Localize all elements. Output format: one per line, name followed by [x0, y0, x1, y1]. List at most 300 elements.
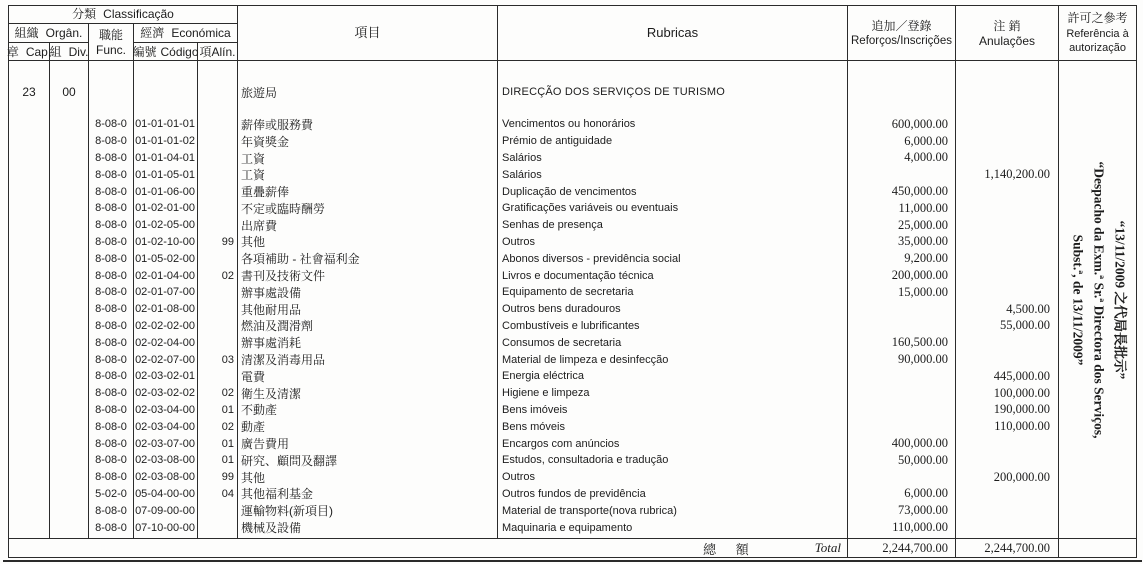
cell-codigo: 02-03-04-00 — [134, 402, 198, 419]
table-row — [9, 200, 1059, 217]
cell-funcional: 8-08-0 — [89, 318, 134, 335]
cell-anulacao — [956, 234, 1059, 251]
cell-alinea — [198, 284, 238, 301]
cell-funcional: 8-08-0 — [89, 284, 134, 301]
alinea-zh: 項 — [199, 44, 212, 59]
cell-rubrica: DIRECÇÃO DOS SERVIÇOS DE TURISMO — [498, 83, 848, 101]
cell-item: 其他 — [238, 469, 498, 486]
col-header-capitulo — [6, 43, 52, 61]
cell-item: 燃油及潤滑劑 — [238, 318, 498, 335]
cell-rubrica: Encargos com anúncios — [498, 435, 848, 452]
table-row — [9, 435, 1059, 452]
col-header-economica — [134, 24, 238, 43]
cell-reforco: 450,000.00 — [848, 183, 956, 200]
cell-divisao — [50, 385, 89, 402]
cell-codigo: 07-10-00-00 — [134, 519, 198, 536]
cell-anulacao: 55,000.00 — [956, 318, 1059, 335]
cell-divisao — [50, 469, 89, 486]
cell-anulacao — [956, 284, 1059, 301]
table-row — [9, 368, 1059, 385]
cell-reforco — [848, 469, 956, 486]
cell-reforco: 200,000.00 — [848, 267, 956, 284]
cell-funcional: 8-08-0 — [89, 402, 134, 419]
organica-pt: Orgân. — [45, 25, 83, 40]
cell-reforco: 11,000.00 — [848, 200, 956, 217]
cell-funcional: 8-08-0 — [89, 418, 134, 435]
cell-alinea — [198, 519, 238, 536]
cell-anulacao — [956, 486, 1059, 503]
cell-divisao — [50, 217, 89, 234]
cell-funcional: 8-08-0 — [89, 368, 134, 385]
cell-rubrica: Vencimentos ou honorários — [498, 116, 848, 133]
cell-item: 工資 — [238, 150, 498, 167]
cell-reforco — [848, 318, 956, 335]
cell-reforco: 50,000.00 — [848, 452, 956, 469]
cell-codigo: 05-04-00-00 — [134, 486, 198, 503]
budget-table — [8, 5, 1137, 558]
cell-reforco — [848, 402, 956, 419]
cell-rubrica: Estudos, consultadoria e tradução — [498, 452, 848, 469]
cell-divisao — [50, 418, 89, 435]
cell-divisao — [50, 284, 89, 301]
cell-rubrica: Outros — [498, 234, 848, 251]
cell-funcional: 8-08-0 — [89, 234, 134, 251]
cell-capitulo — [9, 301, 50, 318]
cell-funcional: 8-08-0 — [89, 435, 134, 452]
cell-codigo: 07-09-00-00 — [134, 502, 198, 519]
cell-capitulo — [9, 133, 50, 150]
col-header-reforcos — [848, 6, 956, 61]
cell-funcional: 8-08-0 — [89, 183, 134, 200]
total-pt: Total — [814, 540, 841, 555]
cell-rubrica: Equipamento de secretaria — [498, 284, 848, 301]
cell-codigo: 01-02-10-00 — [134, 234, 198, 251]
cell-anulacao — [956, 435, 1059, 452]
cell-anulacao: 1,140,200.00 — [956, 166, 1059, 183]
cell-reforco: 400,000.00 — [848, 435, 956, 452]
table-row — [9, 318, 1059, 335]
total-autorizacao-cell — [1059, 539, 1136, 557]
autorizacao-zh: 許可之參考 — [1067, 11, 1128, 26]
cell-alinea: 01 — [198, 402, 238, 419]
cell-item: 年資獎金 — [238, 133, 498, 150]
cell-funcional: 8-08-0 — [89, 150, 134, 167]
table-row — [9, 250, 1059, 267]
col-header-divisao — [50, 43, 89, 61]
cell-divisao — [50, 519, 89, 536]
cell-capitulo — [9, 351, 50, 368]
cell-capitulo: 23 — [9, 83, 50, 101]
cell-alinea: 04 — [198, 486, 238, 503]
cell-reforco: 35,000.00 — [848, 234, 956, 251]
cell-item: 其他耐用品 — [238, 301, 498, 318]
funcional-pt: Func. — [95, 42, 126, 57]
cell-item: 不定或臨時酬勞 — [238, 200, 498, 217]
cell-anulacao — [956, 351, 1059, 368]
table-row — [9, 351, 1059, 368]
divisao-zh: 組 — [49, 44, 62, 59]
cell-rubrica: Bens móveis — [498, 418, 848, 435]
cell-item: 動產 — [238, 418, 498, 435]
cell-divisao — [50, 116, 89, 133]
cell-item: 工資 — [238, 166, 498, 183]
cell-funcional: 8-08-0 — [89, 334, 134, 351]
cell-anulacao: 100,000.00 — [956, 385, 1059, 402]
cell-rubrica: Outros — [498, 469, 848, 486]
total-anulacoes: 2,244,700.00 — [956, 539, 1059, 557]
cell-rubrica: Livros e documentação técnica — [498, 267, 848, 284]
cell-reforco: 6,000.00 — [848, 133, 956, 150]
table-row — [9, 284, 1059, 301]
cell-reforco — [848, 301, 956, 318]
cell-divisao — [50, 200, 89, 217]
table-row — [9, 502, 1059, 519]
cell-anulacao — [956, 502, 1059, 519]
organica-zh: 組織 — [14, 25, 39, 40]
table-row — [9, 150, 1059, 167]
cell-divisao — [50, 301, 89, 318]
cell-funcional: 8-08-0 — [89, 116, 134, 133]
table-row — [9, 469, 1059, 486]
table-row — [9, 183, 1059, 200]
cell-divisao — [50, 166, 89, 183]
divisao-pt: Div. — [68, 44, 89, 59]
cell-codigo: 02-03-04-00 — [134, 418, 198, 435]
spacer-row — [9, 61, 1059, 83]
cell-rubrica: Combustíveis e lubrificantes — [498, 318, 848, 335]
cell-rubrica: Senhas de presença — [498, 217, 848, 234]
table-row — [9, 301, 1059, 318]
cell-item: 廣告費用 — [238, 435, 498, 452]
cell-item: 不動產 — [238, 402, 498, 419]
capitulo-zh: 章 — [6, 44, 19, 59]
cell-funcional: 5-02-0 — [89, 486, 134, 503]
cell-divisao — [50, 318, 89, 335]
cell-funcional: 8-08-0 — [89, 385, 134, 402]
cell-alinea: 99 — [198, 469, 238, 486]
cell-anulacao — [956, 133, 1059, 150]
cell-divisao — [50, 368, 89, 385]
cell-item: 重疊薪俸 — [238, 183, 498, 200]
cell-divisao: 00 — [50, 83, 89, 101]
cell-rubrica: Bens imóveis — [498, 402, 848, 419]
anulacoes-zh: 注 銷 — [993, 18, 1021, 33]
table-row — [9, 385, 1059, 402]
cell-codigo: 02-02-02-00 — [134, 318, 198, 335]
authorization-line-3: Subst.ª, de 13/11/2009” — [1070, 234, 1086, 365]
cell-capitulo — [9, 486, 50, 503]
col-header-item — [238, 6, 498, 61]
funcional-zh: 職能 — [98, 27, 123, 42]
cell-alinea: 03 — [198, 351, 238, 368]
codigo-zh: 編號 — [132, 44, 157, 59]
cell-capitulo — [9, 334, 50, 351]
cell-codigo: 02-01-07-00 — [134, 284, 198, 301]
cell-rubrica: Material de transporte(nova rubrica) — [498, 502, 848, 519]
total-reforcos: 2,244,700.00 — [848, 539, 956, 557]
cell-reforco — [848, 385, 956, 402]
col-header-funcional — [89, 24, 134, 61]
cell-alinea: 02 — [198, 385, 238, 402]
cell-codigo: 02-03-02-01 — [134, 368, 198, 385]
cell-funcional: 8-08-0 — [89, 469, 134, 486]
col-header-alinea — [198, 43, 238, 61]
cell-anulacao: 190,000.00 — [956, 402, 1059, 419]
cell-alinea: 01 — [198, 452, 238, 469]
cell-divisao — [50, 435, 89, 452]
organization-row — [9, 83, 1059, 101]
authorization-line-1: “13/11/2009 之代局長批示” — [1111, 220, 1127, 379]
cell-capitulo — [9, 385, 50, 402]
codigo-pt: Código — [160, 44, 199, 59]
cell-alinea — [198, 133, 238, 150]
col-header-codigo — [134, 43, 198, 61]
cell-rubrica: Duplicação de vencimentos — [498, 183, 848, 200]
cell-capitulo — [9, 502, 50, 519]
cell-divisao — [50, 334, 89, 351]
cell-capitulo — [9, 318, 50, 335]
cell-rubrica: Abonos diversos - previdência social — [498, 250, 848, 267]
table-header — [6, 6, 1136, 61]
cell-capitulo — [9, 166, 50, 183]
cell-alinea — [198, 318, 238, 335]
cell-divisao — [50, 452, 89, 469]
cell-reforco: 6,000.00 — [848, 486, 956, 503]
cell-capitulo — [9, 116, 50, 133]
cell-alinea — [198, 368, 238, 385]
cell-alinea — [198, 217, 238, 234]
cell-anulacao — [956, 267, 1059, 284]
table-row — [9, 217, 1059, 234]
cell-anulacao: 4,500.00 — [956, 301, 1059, 318]
cell-divisao — [50, 486, 89, 503]
cell-item: 其他福利基金 — [238, 486, 498, 503]
reforcos-pt: Reforços/Inscrições — [851, 34, 952, 47]
cell-alinea — [198, 301, 238, 318]
cell-codigo: 01-02-05-00 — [134, 217, 198, 234]
cell-funcional: 8-08-0 — [89, 452, 134, 469]
cell-anulacao — [956, 116, 1059, 133]
cell-capitulo — [9, 234, 50, 251]
table-row — [9, 234, 1059, 251]
cell-funcional: 8-08-0 — [89, 200, 134, 217]
cell-anulacao — [956, 200, 1059, 217]
cell-reforco: 90,000.00 — [848, 351, 956, 368]
col-header-organica — [9, 24, 89, 43]
cell-reforco: 73,000.00 — [848, 502, 956, 519]
capitulo-pt: Cap. — [25, 44, 52, 59]
cell-anulacao — [956, 183, 1059, 200]
cell-capitulo — [9, 519, 50, 536]
cell-alinea — [198, 150, 238, 167]
cell-alinea — [198, 250, 238, 267]
cell-capitulo — [9, 200, 50, 217]
cell-capitulo — [9, 250, 50, 267]
cell-anulacao — [956, 334, 1059, 351]
cell-alinea: 02 — [198, 267, 238, 284]
cell-anulacao: 445,000.00 — [956, 368, 1059, 385]
cell-funcional: 8-08-0 — [89, 217, 134, 234]
col-header-rubricas — [498, 6, 848, 61]
cell-rubrica: Outros bens duradouros — [498, 301, 848, 318]
table-row — [9, 267, 1059, 284]
col-header-anulacoes — [956, 6, 1059, 61]
cell-item: 辦事處消耗 — [238, 334, 498, 351]
reforcos-zh: 追加／登錄 — [871, 18, 932, 33]
rubricas-label: Rubricas — [646, 25, 699, 41]
cell-codigo: 01-01-01-02 — [134, 133, 198, 150]
cell-item: 機械及設備 — [238, 519, 498, 536]
cell-divisao — [50, 183, 89, 200]
cell-codigo: 01-01-05-01 — [134, 166, 198, 183]
cell-capitulo — [9, 217, 50, 234]
cell-codigo: 01-01-01-01 — [134, 116, 198, 133]
cell-funcional: 8-08-0 — [89, 519, 134, 536]
total-zh: 總 額 — [703, 541, 749, 557]
table-row — [9, 116, 1059, 133]
cell-alinea: 01 — [198, 435, 238, 452]
cell-item: 研究、顧問及翻譯 — [238, 452, 498, 469]
cell-rubrica: Higiene e limpeza — [498, 385, 848, 402]
cell-rubrica: Consumos de secretaria — [498, 334, 848, 351]
table-row — [9, 519, 1059, 536]
cell-codigo: 02-03-08-00 — [134, 469, 198, 486]
cell-anulacao: 110,000.00 — [956, 418, 1059, 435]
col-header-classificacao — [9, 6, 238, 24]
spacer-row — [9, 101, 1059, 116]
cell-funcional: 8-08-0 — [89, 502, 134, 519]
cell-reforco — [848, 418, 956, 435]
table-row — [9, 418, 1059, 435]
cell-rubrica: Energia eléctrica — [498, 368, 848, 385]
cell-item: 清潔及消毒用品 — [238, 351, 498, 368]
cell-alinea — [198, 166, 238, 183]
cell-divisao — [50, 502, 89, 519]
table-row — [9, 402, 1059, 419]
cell-codigo: 02-01-08-00 — [134, 301, 198, 318]
table-row — [9, 133, 1059, 150]
cell-funcional: 8-08-0 — [89, 166, 134, 183]
cell-rubrica: Material de limpeza e desinfecção — [498, 351, 848, 368]
cell-funcional: 8-08-0 — [89, 267, 134, 284]
classificacao-pt: Classificação — [103, 7, 174, 21]
cell-capitulo — [9, 284, 50, 301]
table-row — [9, 452, 1059, 469]
cell-anulacao — [956, 217, 1059, 234]
cell-funcional: 8-08-0 — [89, 301, 134, 318]
cell-alinea — [198, 200, 238, 217]
cell-capitulo — [9, 435, 50, 452]
cell-divisao — [50, 351, 89, 368]
cell-funcional: 8-08-0 — [89, 250, 134, 267]
economica-pt: Económica — [171, 25, 231, 40]
cell-divisao — [50, 402, 89, 419]
cell-alinea — [198, 183, 238, 200]
item-label: 項目 — [354, 25, 381, 41]
cell-divisao — [50, 133, 89, 150]
cell-codigo: 01-01-04-01 — [134, 150, 198, 167]
cell-alinea: 02 — [198, 418, 238, 435]
autorizacao-pt2: autorização — [1069, 42, 1126, 55]
cell-codigo: 01-01-06-00 — [134, 183, 198, 200]
total-label-cell — [9, 539, 848, 557]
cell-item: 運輸物料(新項目) — [238, 502, 498, 519]
cell-divisao — [50, 250, 89, 267]
cell-anulacao — [956, 519, 1059, 536]
cell-reforco: 600,000.00 — [848, 116, 956, 133]
cell-alinea — [198, 116, 238, 133]
cell-codigo: 02-03-07-00 — [134, 435, 198, 452]
alinea-pt: Alín. — [211, 44, 236, 59]
cell-codigo: 02-02-07-00 — [134, 351, 198, 368]
cell-capitulo — [9, 183, 50, 200]
cell-capitulo — [9, 469, 50, 486]
cell-reforco: 9,200.00 — [848, 250, 956, 267]
cell-capitulo — [9, 150, 50, 167]
autorizacao-pt1: Referência à — [1066, 28, 1129, 40]
authorization-text — [1066, 70, 1129, 530]
cell-reforco: 160,500.00 — [848, 334, 956, 351]
cell-codigo: 02-01-04-00 — [134, 267, 198, 284]
cell-codigo: 02-02-04-00 — [134, 334, 198, 351]
table-body — [9, 61, 1059, 538]
cell-rubrica: Prémio de antiguidade — [498, 133, 848, 150]
cell-rubrica: Outros fundos de previdência — [498, 486, 848, 503]
cell-codigo: 01-05-02-00 — [134, 250, 198, 267]
cell-codigo: 01-02-01-00 — [134, 200, 198, 217]
cell-item: 電費 — [238, 368, 498, 385]
table-row — [9, 486, 1059, 503]
cell-rubrica: Maquinaria e equipamento — [498, 519, 848, 536]
cell-item: 薪俸或服務費 — [238, 116, 498, 133]
cell-reforco — [848, 368, 956, 385]
economica-zh: 經濟 — [140, 25, 165, 40]
cell-item: 書刊及技術文件 — [238, 267, 498, 284]
cell-item: 旅遊局 — [238, 83, 498, 101]
cell-capitulo — [9, 418, 50, 435]
cell-anulacao — [956, 452, 1059, 469]
total-row — [9, 538, 1136, 557]
cell-capitulo — [9, 452, 50, 469]
cell-rubrica: Gratificações variáveis ou eventuais — [498, 200, 848, 217]
cell-rubrica: Salários — [498, 150, 848, 167]
cell-codigo: 02-03-08-00 — [134, 452, 198, 469]
authorization-column — [1059, 61, 1136, 538]
cell-divisao — [50, 150, 89, 167]
cell-reforco: 110,000.00 — [848, 519, 956, 536]
cell-item: 各項補助 - 社會福利金 — [238, 250, 498, 267]
cell-anulacao — [956, 250, 1059, 267]
classificacao-zh: 分類 — [72, 7, 97, 21]
cell-reforco: 25,000.00 — [848, 217, 956, 234]
cell-alinea: 99 — [198, 234, 238, 251]
cell-divisao — [50, 267, 89, 284]
cell-anulacao: 200,000.00 — [956, 469, 1059, 486]
cell-alinea — [198, 334, 238, 351]
cell-anulacao — [956, 150, 1059, 167]
cell-item: 出席費 — [238, 217, 498, 234]
cell-item: 辦事處設備 — [238, 284, 498, 301]
table-row — [9, 166, 1059, 183]
cell-reforco — [848, 166, 956, 183]
cell-capitulo — [9, 402, 50, 419]
cell-rubrica: Salários — [498, 166, 848, 183]
cell-item: 其他 — [238, 234, 498, 251]
cell-divisao — [50, 234, 89, 251]
col-header-autorizacao — [1059, 6, 1136, 61]
cell-capitulo — [9, 368, 50, 385]
table-row — [9, 334, 1059, 351]
